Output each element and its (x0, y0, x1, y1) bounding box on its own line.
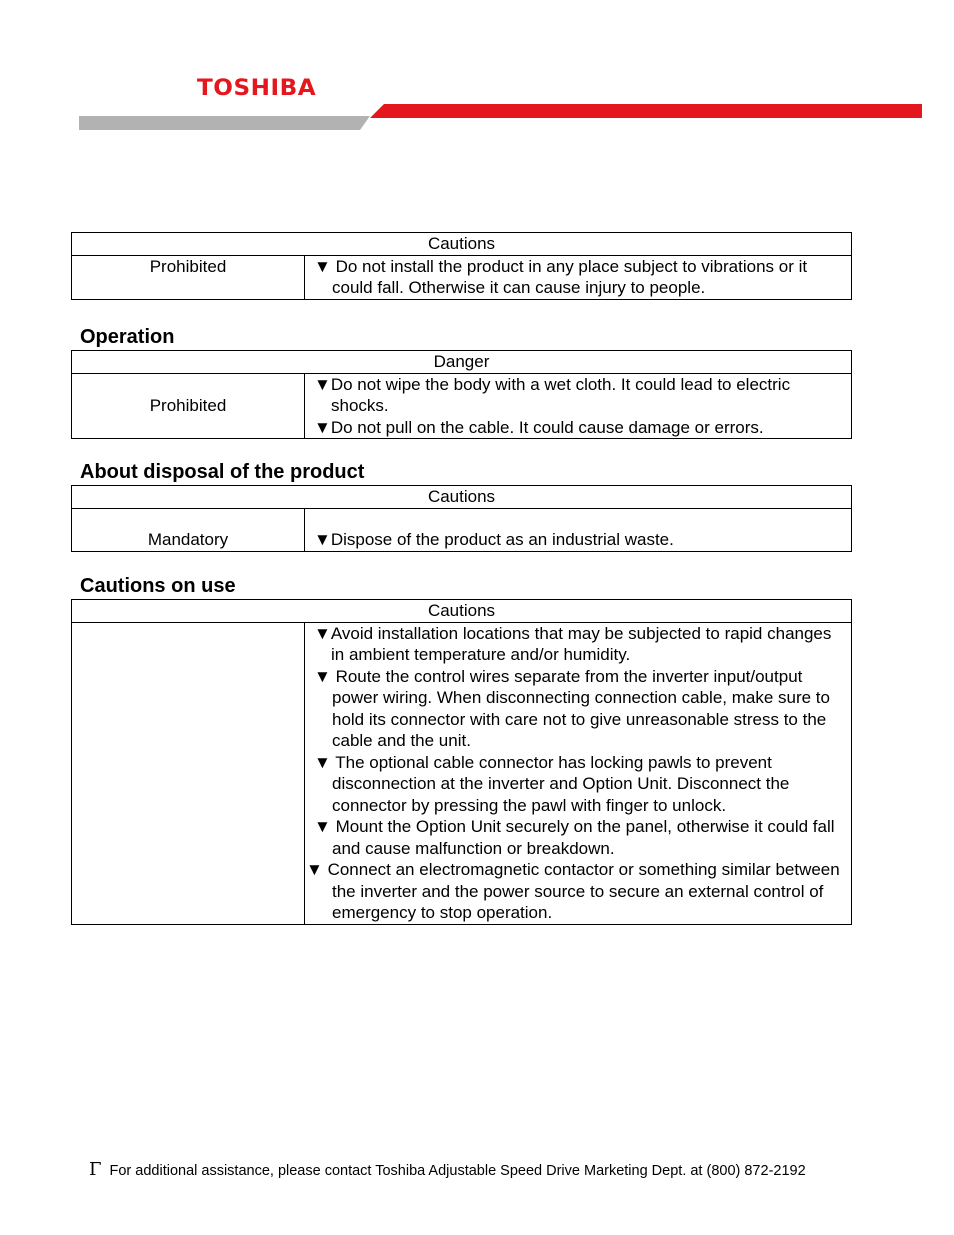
footer-text: For additional assistance, please contact Toshiba Adjustable Speed Drive Marketing Dept. at (800) 872-2192 (109, 1163, 806, 1179)
bullet-icon: ▼ (314, 817, 331, 836)
table-header: Danger (72, 351, 852, 374)
bullet-icon: ▼ (314, 666, 331, 686)
category-label (72, 622, 305, 924)
list-item: ▼ Connect an electromagnetic contactor or something similar between the inverter and the power source to secure an external control of emergency to stop operation. (306, 860, 840, 922)
bullet-icon: ▼ (314, 256, 331, 276)
table-header: Cautions (72, 600, 852, 623)
list-item: ▼Do not wipe the body with a wet cloth. It could lead to electric shocks. (314, 374, 791, 415)
table-header: Cautions (72, 486, 852, 509)
list-item: ▼ Route the control wires separate from the inverter input/output power wiring. When disconnecting connection cable, make sure to hold its connector with care not to give unreasonable stress to the cable and the unit. (314, 666, 830, 750)
category-label: Prohibited (72, 255, 305, 299)
bullet-icon: ▼ (314, 417, 331, 437)
header-band (79, 104, 922, 130)
category-label: Prohibited (72, 373, 305, 439)
list-item: ▼Avoid installation locations that may be subjected to rapid changes in ambient temperature and/or humidity. (314, 623, 832, 664)
section-title: Cautions on use (80, 575, 236, 597)
caution-items (305, 622, 852, 924)
bullet-icon: ▼ (306, 860, 323, 879)
list-item: ▼ The optional cable connector has locking pawls to prevent disconnection at the inverter and Option Unit. Disconnect the connector by pressing the pawl with finger to unlock. (314, 752, 790, 815)
toshiba-logo: TOSHIBA (197, 76, 317, 101)
disposal-table (71, 485, 852, 552)
header-band-gray (79, 116, 370, 130)
table-header: Cautions (72, 233, 852, 256)
bullet-icon: ▼ (314, 374, 331, 394)
list-item: ▼Dispose of the product as an industrial waste. (314, 530, 674, 549)
bullet-icon: ▼ (314, 530, 331, 549)
list-item: ▼ Do not install the product in any place subject to vibrations or it could fall. Otherwise it can cause injury to people. (314, 256, 808, 297)
footer (89, 1159, 806, 1180)
section-title: Operation (80, 326, 175, 348)
category-label: Mandatory (72, 508, 305, 551)
bullet-icon: ▼ (314, 752, 331, 772)
footer-mark-icon: Γ (89, 1159, 102, 1180)
header-band-red (370, 104, 922, 118)
caution-items (305, 255, 852, 299)
cautions-table-top (71, 232, 852, 300)
section-title: About disposal of the product (80, 461, 365, 483)
list-item: ▼ Mount the Option Unit securely on the panel, otherwise it could fall and cause malfunction or breakdown. (314, 817, 835, 858)
caution-items (305, 508, 852, 551)
operation-table (71, 350, 852, 439)
list-item: ▼Do not pull on the cable. It could cause damage or errors. (314, 417, 764, 437)
use-table (71, 599, 852, 925)
bullet-icon: ▼ (314, 623, 331, 643)
danger-items (305, 373, 852, 439)
